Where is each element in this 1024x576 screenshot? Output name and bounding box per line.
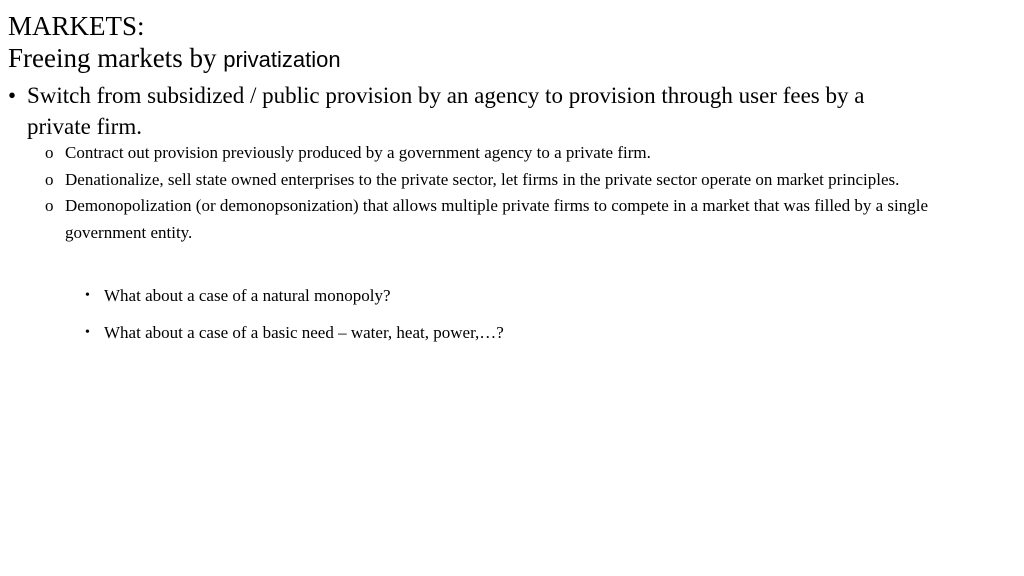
sub-bullet-item xyxy=(45,167,945,194)
question-marker: • xyxy=(85,325,90,340)
sub-bullet-marker: o xyxy=(45,169,54,189)
question-marker: • xyxy=(85,288,90,303)
question-item xyxy=(85,321,885,345)
question-item xyxy=(85,284,885,308)
main-bullet-text: Switch from subsidized / public provision by an agency to provision through user fees by a private firm. xyxy=(27,83,865,139)
sub-bullet-marker: o xyxy=(45,196,54,215)
title-line-2 xyxy=(8,42,341,76)
question-list xyxy=(85,284,885,358)
bullet-marker: • xyxy=(8,83,17,108)
title-line-2-main: Freeing markets by xyxy=(8,43,224,73)
sub-bullet-item xyxy=(45,193,945,246)
slide-title xyxy=(8,10,341,76)
sub-bullet-text: Denationalize, sell state owned enterprises to the private sector, let firms in the private sector operate on market principles. xyxy=(65,169,900,189)
sub-bullet-text: Demonopolization (or demonopsonization) that allows multiple private firms to compete in a market that was filled by a single government entity. xyxy=(65,196,929,242)
title-line-1: MARKETS: xyxy=(8,11,145,41)
title-line-2-keyword: privatization xyxy=(223,47,341,72)
sub-bullet-marker: o xyxy=(45,143,54,162)
sub-bullet-text: Contract out provision previously produced by a government agency to a private firm. xyxy=(65,143,651,162)
sub-bullet-list xyxy=(45,140,945,246)
question-text: What about a case of a natural monopoly? xyxy=(104,286,391,305)
question-text: What about a case of a basic need – water, heat, power,…? xyxy=(104,323,504,342)
sub-bullet-item xyxy=(45,140,945,167)
main-bullet xyxy=(8,80,928,142)
